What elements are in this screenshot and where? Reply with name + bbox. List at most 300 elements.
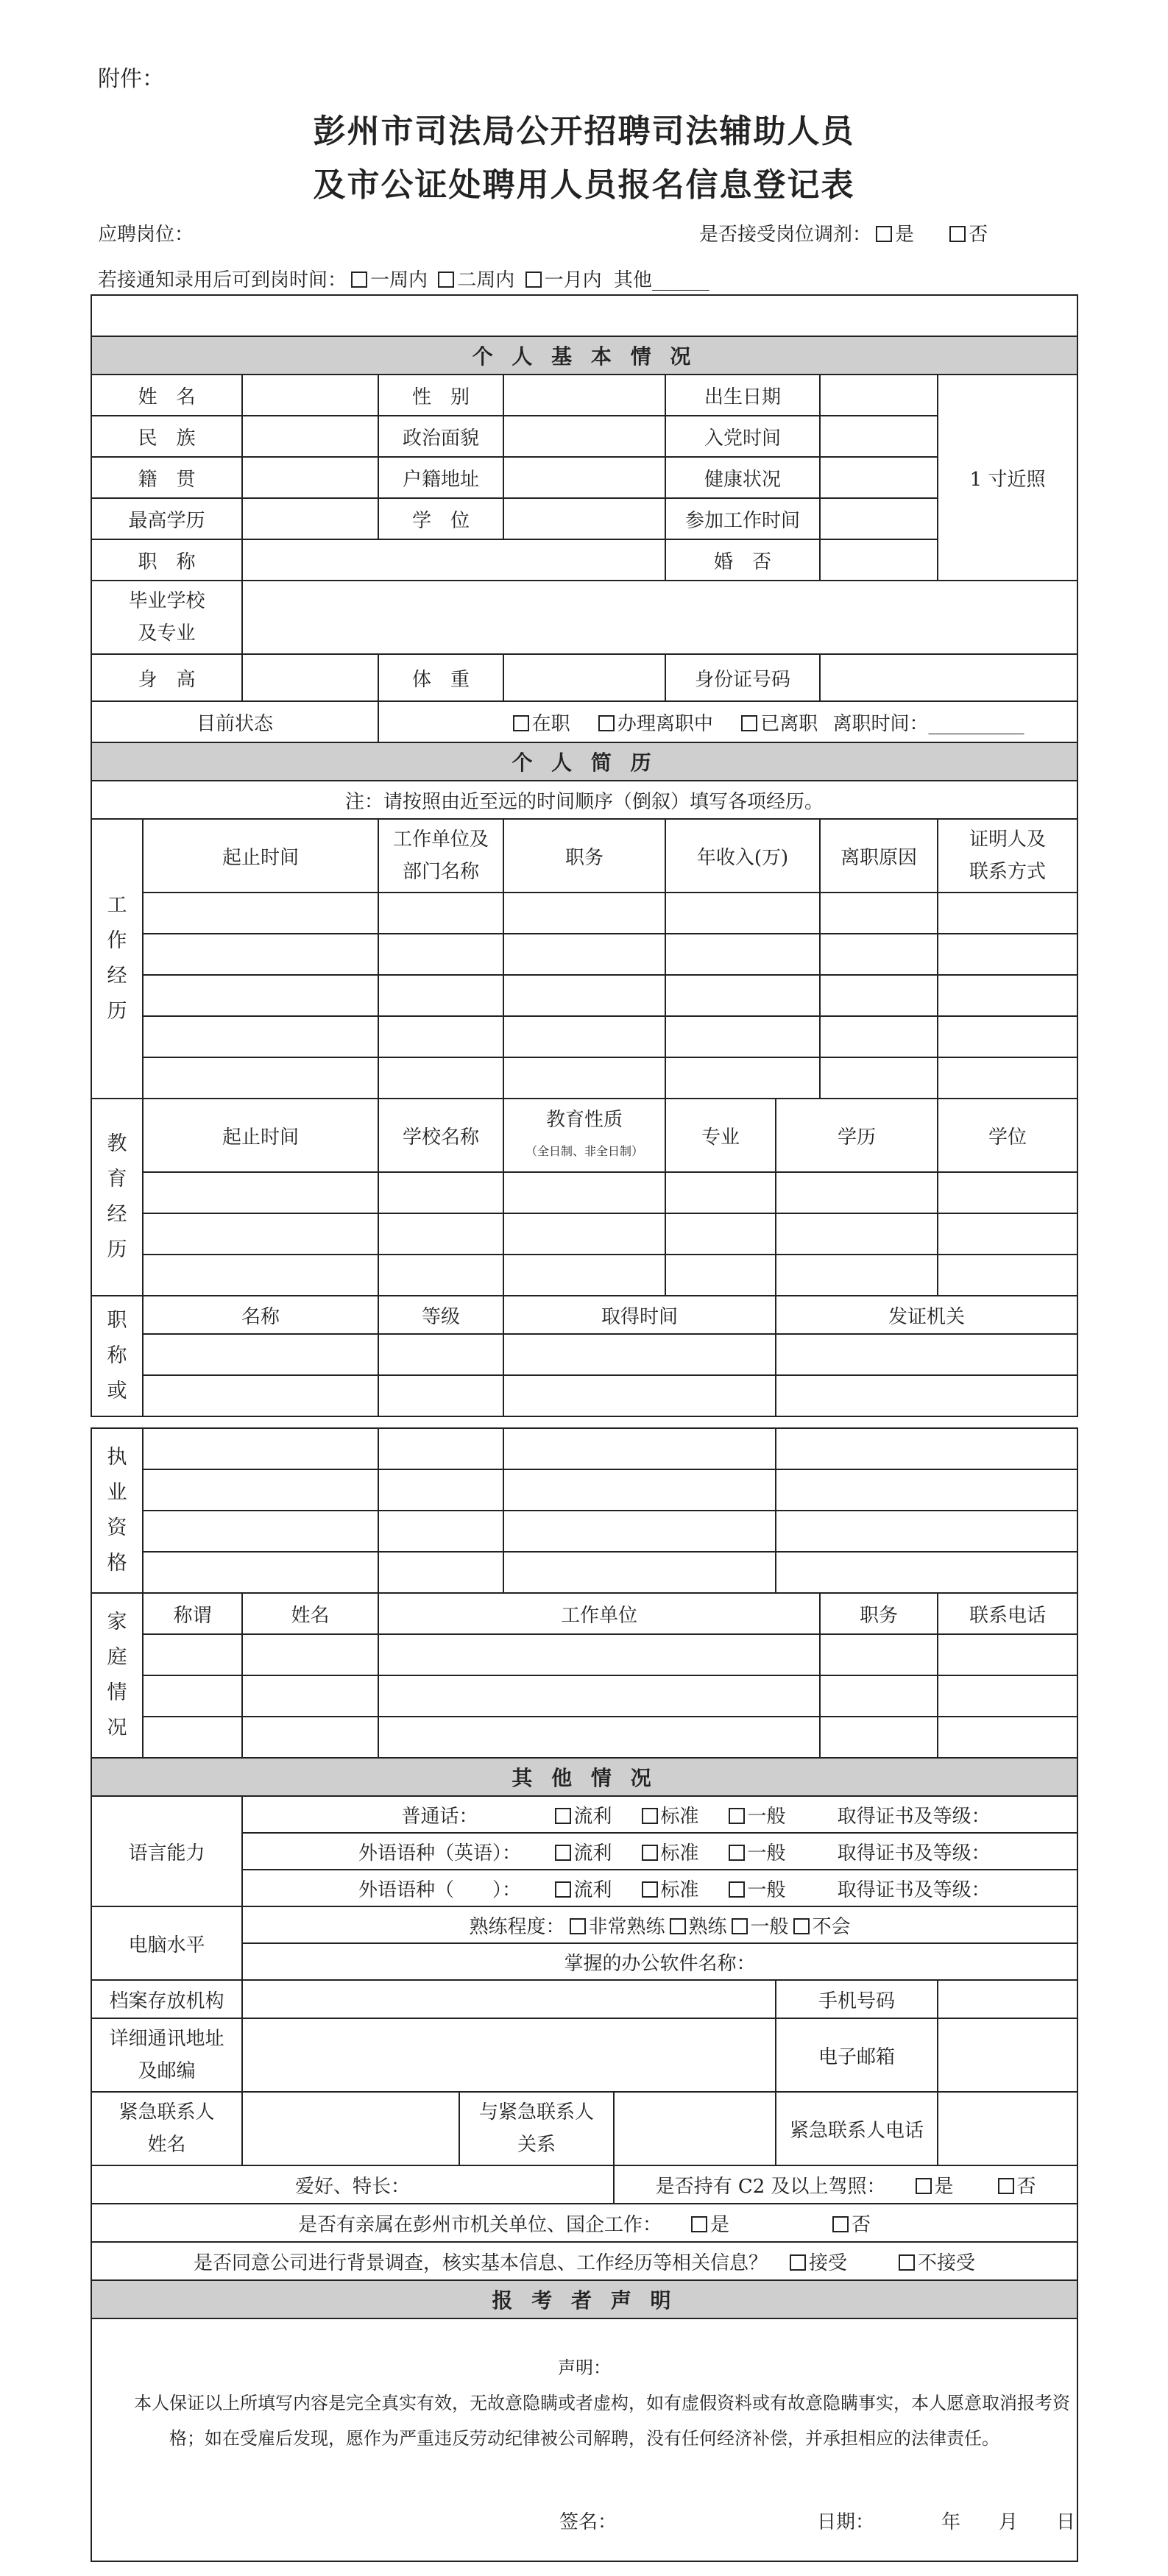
name-label: 姓 名 <box>91 375 242 416</box>
edu-label-char: 育 <box>107 1168 127 1191</box>
work-ref-header-2: 联系方式 <box>969 861 1047 883</box>
arrival-other-label: 其他______ <box>613 269 709 291</box>
declaration-text: 本人保证以上所填写内容是完全真实有效，无故意隐瞒或者虚构，如有虚假资料或有故意隐瞒事实，本人愿意取消报考资格；如在受雇后发现，愿作为严重违反劳动纪律被公司解聘，没有任何经济补偿，并承担相应的法律责任。 <box>134 2393 1071 2449</box>
transfer-yes-checkbox[interactable] <box>876 226 892 242</box>
education-field[interactable] <box>242 498 378 539</box>
fluent-label: 流利 <box>573 1805 612 1828</box>
relation-label-2: 关系 <box>517 2134 556 2156</box>
birth-label: 出生日期 <box>665 375 820 416</box>
status-employed-checkbox[interactable] <box>513 715 529 731</box>
weight-label: 体 重 <box>378 654 503 701</box>
cert-time-header: 取得时间 <box>503 1296 776 1334</box>
title-field[interactable] <box>242 539 665 581</box>
transfer-yes-label: 是 <box>895 224 915 246</box>
cert-label-char: 称 <box>107 1344 127 1367</box>
work-row <box>91 1016 1077 1057</box>
arrival-month-checkbox[interactable] <box>525 272 542 288</box>
section-resume: 个 人 简 历 <box>91 742 1077 781</box>
edu-level-header: 学历 <box>776 1099 938 1172</box>
relative-yes-label: 是 <box>710 2213 730 2236</box>
skill-skilled-checkbox[interactable] <box>670 1918 686 1934</box>
work-cell[interactable] <box>378 934 503 975</box>
status-leaving-checkbox[interactable] <box>598 715 615 731</box>
work-cell[interactable] <box>820 1016 938 1057</box>
cert-cell[interactable] <box>378 1334 503 1375</box>
mobile-label: 手机号码 <box>776 1980 938 2018</box>
standard-label: 标准 <box>660 1878 699 1901</box>
section-basic-info: 个 人 基 本 情 况 <box>91 336 1077 375</box>
health-field[interactable] <box>820 457 938 498</box>
arrival-time-question <box>98 265 709 292</box>
health-label: 健康状况 <box>665 457 820 498</box>
emergency-label-2: 姓名 <box>147 2134 186 2156</box>
email-field[interactable] <box>938 2018 1077 2092</box>
fluent-label: 流利 <box>573 1842 612 1864</box>
edu-cell[interactable] <box>776 1213 938 1255</box>
work-row <box>91 1057 1077 1099</box>
edu-cell[interactable] <box>665 1213 776 1255</box>
work-cell[interactable] <box>143 934 378 975</box>
edu-type-header-sub: （全日制、非全日制） <box>525 1143 643 1158</box>
work-cell[interactable] <box>143 1057 378 1099</box>
cert-label-char: 或 <box>107 1380 127 1402</box>
edu-label-char: 历 <box>107 1238 127 1261</box>
cert2-cell[interactable] <box>378 1511 503 1552</box>
edu-row <box>91 1255 1077 1296</box>
background-check-label: 是否同意公司进行背景调查，核实基本信息、工作经历等相关信息？ <box>194 2252 768 2274</box>
arrival-2week-checkbox[interactable] <box>438 272 454 288</box>
address-label <box>91 2018 242 2092</box>
standard-label: 标准 <box>660 1842 699 1864</box>
school-label-1: 毕业学校 <box>128 590 205 612</box>
family-cell[interactable] <box>378 1717 820 1758</box>
political-field[interactable] <box>503 416 665 457</box>
family-unit-header: 工作单位 <box>378 1593 820 1634</box>
emergency-phone-field[interactable] <box>938 2092 1077 2165</box>
cert-label <box>91 1296 143 1416</box>
edu-cell[interactable] <box>143 1213 378 1255</box>
cert-level-label: 取得证书及等级： <box>837 1878 991 1901</box>
cert-label-char: 职 <box>107 1309 127 1332</box>
cert2-cell[interactable] <box>776 1552 1077 1593</box>
other-language-label: 外语语种（ ）： <box>358 1878 522 1901</box>
standard-label: 标准 <box>660 1805 699 1828</box>
address-field[interactable] <box>242 2018 776 2092</box>
emergency-contact-field[interactable] <box>242 2092 459 2165</box>
family-cell[interactable] <box>143 1634 242 1675</box>
transfer-no-label: 否 <box>969 224 988 246</box>
party-date-label: 入党时间 <box>665 416 820 457</box>
work-unit-header <box>378 819 503 893</box>
marital-label: 婚 否 <box>665 539 820 581</box>
cert2-row <box>91 1511 1077 1552</box>
edu-cell[interactable] <box>503 1213 665 1255</box>
other-fluent-checkbox[interactable] <box>555 1881 571 1898</box>
normal-label: 一般 <box>747 1805 786 1828</box>
license-no-checkbox[interactable] <box>998 2178 1014 2194</box>
relation-label <box>459 2092 614 2165</box>
family-cell[interactable] <box>378 1634 820 1675</box>
party-date-field[interactable] <box>820 416 938 457</box>
edu-school-header: 学校名称 <box>378 1099 503 1172</box>
cert2-cell[interactable] <box>378 1469 503 1511</box>
height-label: 身 高 <box>91 654 242 701</box>
relative-yes-checkbox[interactable] <box>691 2216 707 2232</box>
form-table-main <box>91 294 1078 1417</box>
section-other: 其 他 情 况 <box>91 1758 1077 1796</box>
emergency-label-1: 紧急联系人 <box>118 2101 215 2123</box>
arrival-label: 若接通知录用后可到岗时间： <box>98 269 347 291</box>
transfer-question <box>699 219 988 246</box>
skill-label: 熟练程度： <box>469 1915 565 1938</box>
cert2-label-char: 业 <box>107 1481 127 1504</box>
family-cell[interactable] <box>378 1675 820 1717</box>
id-label: 身份证号码 <box>665 654 820 701</box>
work-unit-header-1: 工作单位及 <box>392 828 489 851</box>
edu-type-header-main: 教育性质 <box>545 1108 623 1131</box>
hukou-field[interactable] <box>503 457 665 498</box>
section-declaration: 报 考 者 声 明 <box>91 2280 1077 2318</box>
family-cell[interactable] <box>143 1717 242 1758</box>
status-employed-label: 在职 <box>531 712 570 735</box>
other-normal-checkbox[interactable] <box>729 1881 745 1898</box>
cert2-label <box>91 1428 143 1593</box>
cert-cell[interactable] <box>776 1334 1077 1375</box>
ethnicity-field[interactable] <box>242 416 378 457</box>
signature-field[interactable]: 签名： <box>559 2511 617 2533</box>
language-label: 语言能力 <box>91 1796 242 1906</box>
work-cell[interactable] <box>938 934 1077 975</box>
cert-name-header: 名称 <box>143 1296 378 1334</box>
cert-issuer-header: 发证机关 <box>776 1296 1077 1334</box>
emergency-contact-label <box>91 2092 242 2165</box>
school-label <box>91 581 242 654</box>
work-cell[interactable] <box>143 975 378 1016</box>
work-label-char: 历 <box>107 1000 127 1023</box>
work-cell[interactable] <box>938 1057 1077 1099</box>
work-cell[interactable] <box>665 975 820 1016</box>
family-row <box>91 1717 1077 1758</box>
hukou-label: 户籍地址 <box>378 457 503 498</box>
edu-cell[interactable] <box>665 1255 776 1296</box>
cert2-cell[interactable] <box>503 1428 776 1469</box>
work-cell[interactable] <box>378 893 503 934</box>
computer-skill-row <box>242 1906 1077 1943</box>
work-cell[interactable] <box>665 934 820 975</box>
status-left-label: 已离职 <box>760 712 818 735</box>
family-cell[interactable] <box>938 1634 1077 1675</box>
cert2-cell[interactable] <box>143 1552 378 1593</box>
accept-label: 接受 <box>809 2252 848 2274</box>
work-cell[interactable] <box>503 1016 665 1057</box>
cert-row <box>91 1334 1077 1375</box>
email-label: 电子邮箱 <box>776 2018 938 2092</box>
fluent-label: 流利 <box>573 1878 612 1901</box>
work-cell[interactable] <box>820 934 938 975</box>
skill-general-label: 一般 <box>750 1915 789 1938</box>
mandarin-normal-checkbox[interactable] <box>729 1808 745 1824</box>
work-cell[interactable] <box>143 893 378 934</box>
edu-cell[interactable] <box>143 1255 378 1296</box>
computer-label: 电脑水平 <box>91 1906 242 1980</box>
cert2-cell[interactable] <box>143 1428 378 1469</box>
form-title-line1: 彭州市司法局公开招聘司法辅助人员 <box>313 113 855 150</box>
work-cell[interactable] <box>503 934 665 975</box>
work-cell[interactable] <box>820 893 938 934</box>
cert2-cell[interactable] <box>378 1552 503 1593</box>
work-cell[interactable] <box>143 1016 378 1057</box>
edu-cell[interactable] <box>776 1255 938 1296</box>
edu-period-header: 起止时间 <box>143 1099 378 1172</box>
mobile-field[interactable] <box>938 1980 1077 2018</box>
photo-box: 1 寸近照 <box>938 375 1077 581</box>
other-standard-checkbox[interactable] <box>642 1881 658 1898</box>
cert2-row <box>91 1552 1077 1593</box>
work-label-char: 工 <box>107 894 127 917</box>
license-row <box>614 2165 1077 2204</box>
edu-cell[interactable] <box>143 1172 378 1213</box>
work-cell[interactable] <box>665 893 820 934</box>
cert2-cell[interactable] <box>503 1552 776 1593</box>
blank-row <box>91 295 1077 336</box>
cert-level-header: 等级 <box>378 1296 503 1334</box>
mandarin-label: 普通话： <box>401 1805 478 1828</box>
weight-field[interactable] <box>503 654 665 701</box>
status-label: 目前状态 <box>91 701 378 742</box>
id-field[interactable] <box>820 654 1077 701</box>
mandarin-standard-checkbox[interactable] <box>642 1808 658 1824</box>
english-standard-checkbox[interactable] <box>642 1845 658 1861</box>
school-field[interactable] <box>242 581 1077 654</box>
work-cell[interactable] <box>665 1016 820 1057</box>
cert2-cell[interactable] <box>503 1469 776 1511</box>
edu-cell[interactable] <box>776 1172 938 1213</box>
license-yes-label: 是 <box>934 2175 954 2198</box>
work-unit-header-2: 部门名称 <box>402 861 479 883</box>
form-table-continued <box>91 1427 1078 2562</box>
marital-field[interactable] <box>820 539 938 581</box>
work-period-header: 起止时间 <box>143 819 378 893</box>
work-ref-header-1: 证明人及 <box>969 828 1047 851</box>
family-label-char: 庭 <box>107 1646 127 1669</box>
mandarin-fluent-checkbox[interactable] <box>555 1808 571 1824</box>
ethnicity-label: 民 族 <box>91 416 242 457</box>
degree-field[interactable] <box>503 498 665 539</box>
relation-field[interactable] <box>614 2092 776 2165</box>
edu-cell[interactable] <box>938 1172 1077 1213</box>
cert2-cell[interactable] <box>143 1511 378 1552</box>
skill-very-checkbox[interactable] <box>570 1918 586 1934</box>
declaration-label: 声明： <box>558 2357 612 2378</box>
family-cell[interactable] <box>938 1717 1077 1758</box>
hobby-field[interactable]: 爱好、特长： <box>91 2165 614 2204</box>
native-label: 籍 贯 <box>91 457 242 498</box>
reject-checkbox[interactable] <box>899 2254 915 2271</box>
degree-label: 学 位 <box>378 498 503 539</box>
cert2-cell[interactable] <box>503 1511 776 1552</box>
family-phone-header: 联系电话 <box>938 1593 1077 1634</box>
relative-no-label: 否 <box>852 2213 871 2236</box>
cert-cell[interactable] <box>143 1334 378 1375</box>
gender-field[interactable] <box>503 375 665 416</box>
cert2-cell[interactable] <box>143 1469 378 1511</box>
relation-label-1: 与紧急联系人 <box>479 2101 595 2123</box>
cert-cell[interactable] <box>143 1375 378 1416</box>
edu-major-header: 专业 <box>665 1099 776 1172</box>
family-cell[interactable] <box>242 1717 378 1758</box>
family-label-char: 况 <box>107 1717 127 1739</box>
political-label: 政治面貌 <box>378 416 503 457</box>
cert-cell[interactable] <box>378 1375 503 1416</box>
accept-checkbox[interactable] <box>790 2254 806 2271</box>
edu-cell[interactable] <box>378 1172 503 1213</box>
software-field[interactable]: 掌握的办公软件名称： <box>242 1943 1077 1980</box>
edu-cell[interactable] <box>378 1213 503 1255</box>
license-yes-checkbox[interactable] <box>916 2178 932 2194</box>
edu-cell[interactable] <box>938 1213 1077 1255</box>
skill-none-checkbox[interactable] <box>793 1918 810 1934</box>
work-cell[interactable] <box>820 1057 938 1099</box>
english-row <box>242 1833 1077 1870</box>
work-row <box>91 934 1077 975</box>
cert2-label-char: 资 <box>107 1516 127 1539</box>
family-label <box>91 1593 143 1758</box>
relative-label: 是否有亲属在彭州市机关单位、国企工作： <box>298 2213 662 2236</box>
name-field[interactable] <box>242 375 378 416</box>
work-label-char: 作 <box>107 929 127 952</box>
edu-degree-header: 学位 <box>938 1099 1077 1172</box>
relative-no-checkbox[interactable] <box>832 2216 849 2232</box>
family-cell[interactable] <box>242 1675 378 1717</box>
height-field[interactable] <box>242 654 378 701</box>
work-cell[interactable] <box>378 1016 503 1057</box>
family-cell[interactable] <box>820 1717 938 1758</box>
work-cell[interactable] <box>503 893 665 934</box>
education-experience-label <box>91 1099 143 1296</box>
work-row <box>91 893 1077 934</box>
gender-label: 性 别 <box>378 375 503 416</box>
family-name-header: 姓名 <box>242 1593 378 1634</box>
work-cell[interactable] <box>503 975 665 1016</box>
family-cell[interactable] <box>143 1675 242 1717</box>
skill-very-label: 非常熟练 <box>588 1915 665 1938</box>
mandarin-row <box>242 1796 1077 1833</box>
position-label: 应聘岗位： <box>98 224 194 246</box>
birth-field[interactable] <box>820 375 938 416</box>
family-job-header: 职务 <box>820 1593 938 1634</box>
native-field[interactable] <box>242 457 378 498</box>
work-cell[interactable] <box>938 975 1077 1016</box>
work-cell[interactable] <box>820 975 938 1016</box>
status-left-checkbox[interactable] <box>741 715 757 731</box>
cert2-cell[interactable] <box>378 1428 503 1469</box>
english-normal-checkbox[interactable] <box>729 1845 745 1861</box>
normal-label: 一般 <box>747 1842 786 1864</box>
archive-label: 档案存放机构 <box>91 1980 242 2018</box>
title-label: 职 称 <box>91 539 242 581</box>
family-row <box>91 1675 1077 1717</box>
skill-general-checkbox[interactable] <box>732 1918 748 1934</box>
cert-cell[interactable] <box>503 1375 776 1416</box>
other-language-row <box>242 1870 1077 1906</box>
work-start-label: 参加工作时间 <box>665 498 820 539</box>
work-income-header: 年收入(万) <box>665 819 820 893</box>
family-label-char: 家 <box>107 1611 127 1633</box>
skill-skilled-label: 熟练 <box>688 1915 727 1938</box>
skill-none-label: 不会 <box>812 1915 851 1938</box>
edu-cell[interactable] <box>503 1255 665 1296</box>
edu-label-char: 教 <box>107 1132 127 1155</box>
work-cell[interactable] <box>665 1057 820 1099</box>
resume-note: 注：请按照由近至远的时间顺序（倒叙）填写各项经历。 <box>91 781 1077 819</box>
cert2-cell[interactable] <box>776 1511 1077 1552</box>
edu-cell[interactable] <box>665 1172 776 1213</box>
work-row <box>91 975 1077 1016</box>
family-rel-header: 称谓 <box>143 1593 242 1634</box>
address-label-2: 及邮编 <box>138 2060 196 2082</box>
cert-level-label: 取得证书及等级： <box>837 1805 991 1828</box>
cert-row <box>91 1375 1077 1416</box>
work-cell[interactable] <box>938 893 1077 934</box>
school-label-2: 及专业 <box>138 622 196 645</box>
cert-level-label: 取得证书及等级： <box>837 1842 991 1864</box>
relative-row <box>91 2204 1077 2242</box>
english-label: 外语语种（英语）： <box>358 1842 522 1864</box>
arrival-week-checkbox[interactable] <box>351 272 367 288</box>
cert-cell[interactable] <box>776 1375 1077 1416</box>
cert2-cell[interactable] <box>776 1469 1077 1511</box>
archive-field[interactable] <box>242 1980 776 2018</box>
edu-row <box>91 1213 1077 1255</box>
form-title-line2: 及市公证处聘用人员报名信息登记表 <box>313 166 855 204</box>
work-label-char: 经 <box>107 965 127 987</box>
work-cell[interactable] <box>378 975 503 1016</box>
reject-label: 不接受 <box>918 2252 976 2274</box>
license-label: 是否持有 C2 及以上驾照： <box>655 2175 886 2198</box>
background-check-row <box>91 2242 1077 2280</box>
work-experience-label <box>91 819 143 1099</box>
status-leaving-label: 办理离职中 <box>617 712 713 735</box>
transfer-label: 是否接受岗位调剂： <box>699 224 872 246</box>
cert2-row <box>91 1469 1077 1511</box>
work-ref-header <box>938 819 1077 893</box>
work-cell[interactable] <box>503 1057 665 1099</box>
work-start-field[interactable] <box>820 498 938 539</box>
edu-cell[interactable] <box>938 1255 1077 1296</box>
leave-time-field[interactable]: 离职时间：__________ <box>832 712 1024 735</box>
family-cell[interactable] <box>938 1675 1077 1717</box>
status-options <box>378 701 1077 742</box>
edu-cell[interactable] <box>378 1255 503 1296</box>
work-cell[interactable] <box>938 1016 1077 1057</box>
education-label: 最高学历 <box>91 498 242 539</box>
family-row <box>91 1634 1077 1675</box>
work-cell[interactable] <box>378 1057 503 1099</box>
family-cell[interactable] <box>820 1634 938 1675</box>
edu-type-header <box>503 1099 665 1172</box>
english-fluent-checkbox[interactable] <box>555 1845 571 1861</box>
emergency-phone-label: 紧急联系人电话 <box>776 2092 938 2165</box>
date-field[interactable]: 日期： 年 月 日 <box>817 2511 1076 2533</box>
transfer-no-checkbox[interactable] <box>949 226 966 242</box>
cert2-cell[interactable] <box>776 1428 1077 1469</box>
work-reason-header: 离职原因 <box>820 819 938 893</box>
edu-cell[interactable] <box>503 1172 665 1213</box>
family-label-char: 情 <box>107 1681 127 1704</box>
cert-cell[interactable] <box>503 1334 776 1375</box>
family-cell[interactable] <box>242 1634 378 1675</box>
family-cell[interactable] <box>820 1675 938 1717</box>
